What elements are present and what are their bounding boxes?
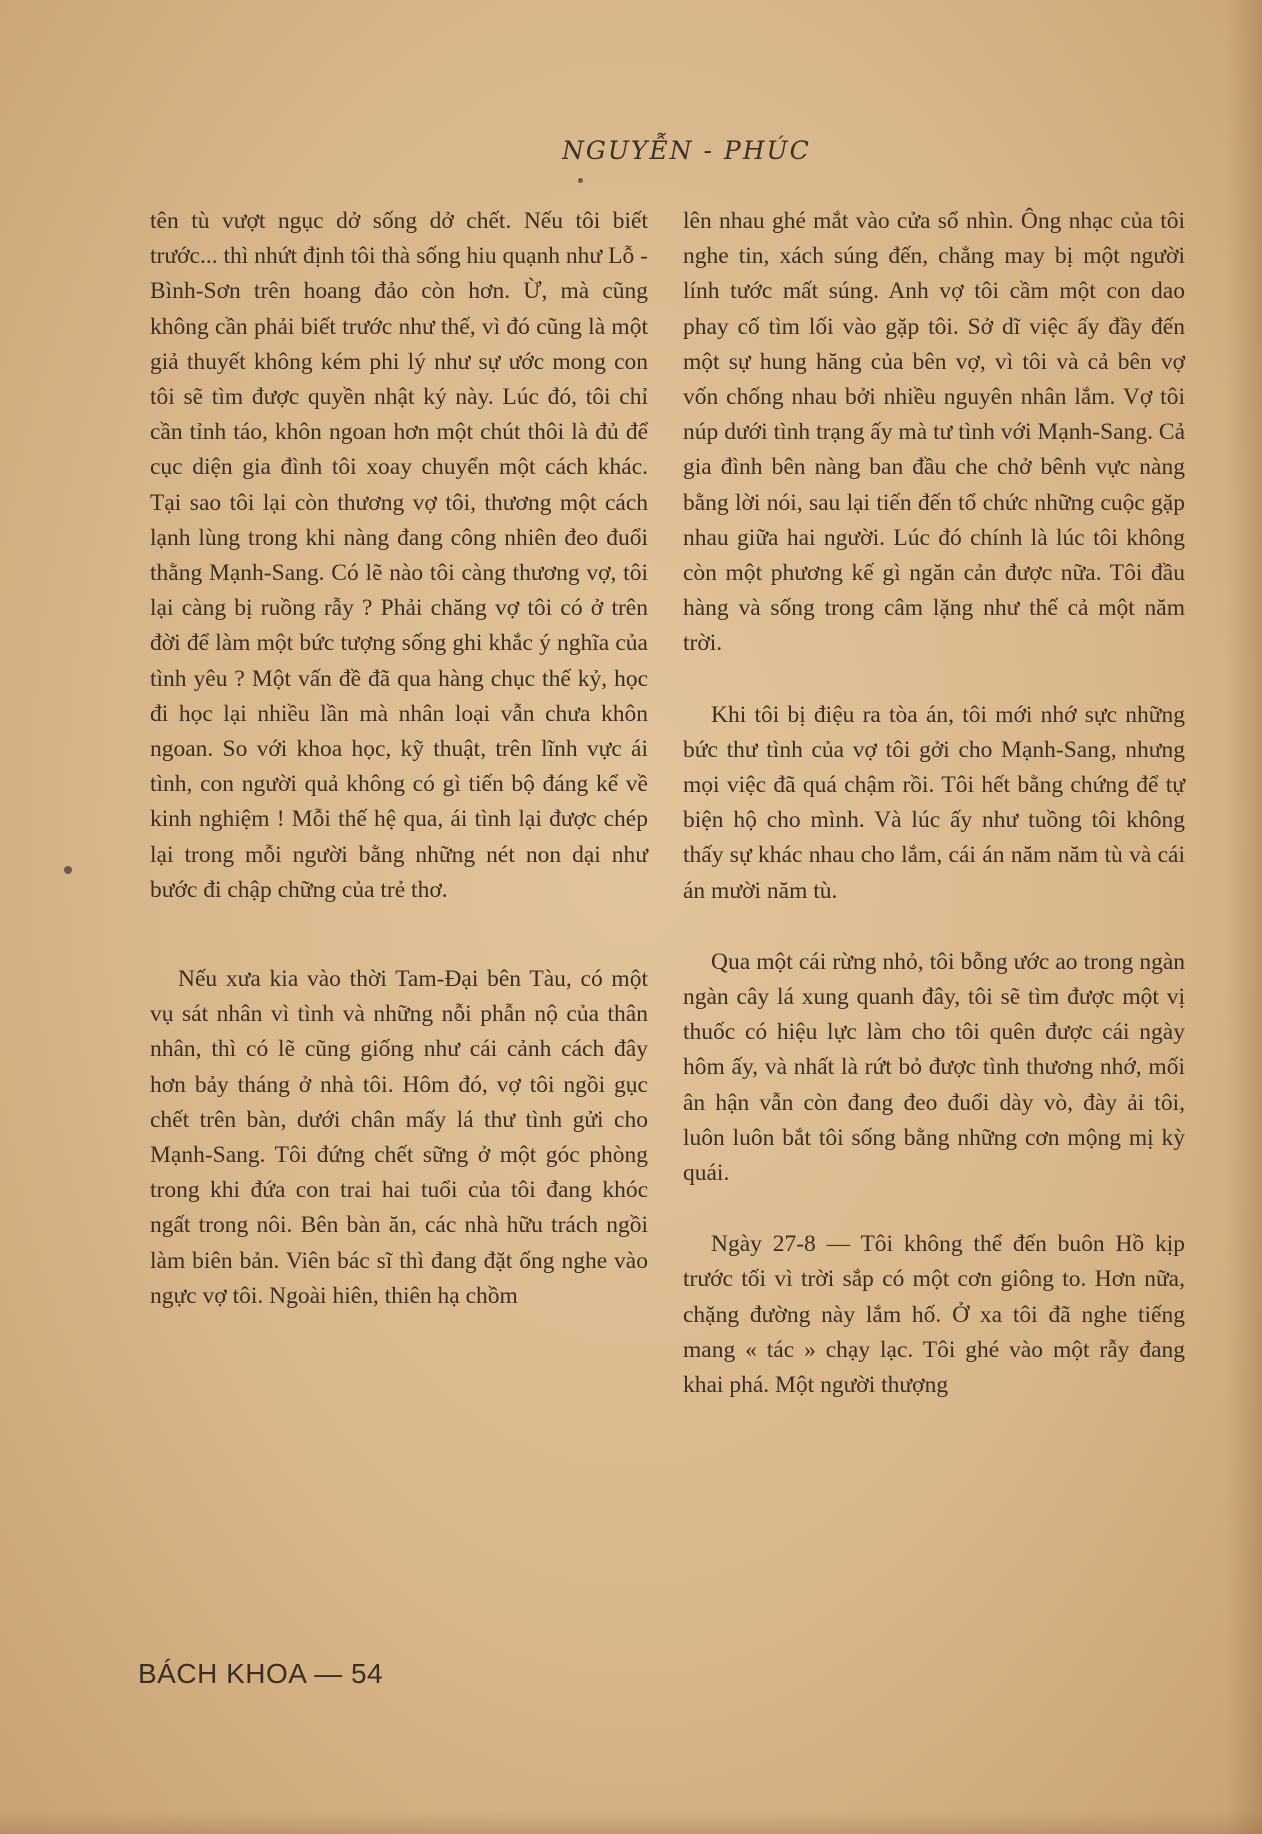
- right-paragraph-1: lên nhau ghé mắt vào cửa sổ nhìn. Ông nhạc của tôi nghe tin, xách súng đến, chẳng may bị một người lính tước mất súng. Anh vợ tôi cầm một con dao phay cố tìm lối vào gặp tôi. Sở dĩ việc ấy đầy đến một sự hung hăng của bên vợ, vì tôi và cả bên vợ vốn chống nhau bởi nhiều nguyên nhân lắm. Vợ tôi núp dưới tình trạng ấy mà tư tình với Mạnh-Sang. Cả gia đình bên nàng ban đầu che chở bênh vực nàng bằng lời nói, sau lại tiến đến tổ chức những cuộc gặp nhau giữa hai người. Lúc đó chính là lúc tôi không còn một phương kế gì ngăn cản được nữa. Tôi đầu hàng và sống trong câm lặng như thế cả một năm trời.: [683, 208, 1185, 657]
- left-paragraph-2: Nếu xưa kia vào thời Tam-Đại bên Tàu, có một vụ sát nhân vì tình và những nỗi phẫn nộ của thân nhân, thì có lẽ cũng giống như cái cảnh cách đây hơn bảy tháng ở nhà tôi. Hôm đó, vợ tôi ngồi gục chết trên bàn, dưới chân mấy lá thư tình gửi cho Mạnh-Sang. Tôi đứng chết sững ở một góc phòng trong khi đứa con trai hai tuổi của tôi đang khóc ngất trong nôi. Bên bàn ăn, các nhà hữu trách ngồi làm biên bản. Viên bác sĩ thì đang đặt ống nghe vào ngực vợ tôi. Ngoài hiên, thiên hạ chồm: [150, 966, 648, 1309]
- header-dot-ornament: [578, 178, 583, 183]
- right-column: [683, 204, 1185, 1403]
- page-edge-shadow-right: [1226, 0, 1262, 1834]
- left-column: [150, 204, 648, 1314]
- running-head: NGUYỄN - PHÚC: [562, 136, 811, 165]
- right-paragraph-2: Khi tôi bị điệu ra tòa án, tôi mới nhớ sực những bức thư tình của vợ tôi gởi cho Mạnh-Sang, nhưng mọi việc đã quá chậm rồi. Tôi hết bằng chứng để tự biện hộ cho mình. Và lúc ấy như tuồng tôi không thấy sự khác nhau cho lắm, cái án năm năm tù và cái án mười năm tù.: [683, 701, 1185, 904]
- page-footer-folio: BÁCH KHOA — 54: [138, 1658, 384, 1689]
- right-paragraph-3: Qua một cái rừng nhỏ, tôi bỗng ước ao trong ngàn ngàn cây lá xung quanh đây, tôi sẽ tìm được một vị thuốc có hiệu lực làm cho tôi quên được cái ngày hôm ấy, và nhất là rứt bỏ được tình thương nhớ, mối ân hận vẫn còn đang đeo đuổi dày vò, đày ải tôi, luôn luôn bắt tôi sống bằng những cơn mộng mị kỳ quái.: [683, 948, 1185, 1187]
- right-paragraph-4: Ngày 27-8 — Tôi không thể đến buôn Hồ kịp trước tối vì trời sắp có một cơn giông to. Hơn nữa, chặng đường này lắm hố. Ở xa tôi đã nghe tiếng mang « tác » chạy lạc. Tôi ghé vào một rẫy đang khai phá. Một người thượng: [683, 1231, 1185, 1399]
- margin-ink-spot: [64, 866, 72, 874]
- left-paragraph-1: tên tù vượt ngục dở sống dở chết. Nếu tôi biết trước... thì nhứt định tôi thà sống hiu quạnh như Lỗ - Bình-Sơn trên hoang đảo còn hơn. Ừ, mà cũng không cần phải biết trước như thế, vì đó cũng là một giả thuyết không kém phi lý như sự ước mong con tôi sẽ tìm được quyền nhật ký này. Lúc đó, tôi chỉ cần tỉnh táo, khôn ngoan hơn một chút thôi là đủ để cục diện gia đình tôi xoay chuyển một cách khác. Tại sao tôi lại còn thương vợ tôi, thương một cách lạnh lùng trong khi nàng đang công nhiên đeo đuổi thằng Mạnh-Sang. Có lẽ nào tôi càng thương vợ, tôi lại càng bị ruồng rẫy ? Phải chăng vợ tôi có ở trên đời để làm một bức tượng sống ghi khắc ý nghĩa của tình yêu ? Một vấn đề đã qua hàng chục thế kỷ, học đi học lại nhiều lần mà nhân loại vẫn chưa khôn ngoan. So với khoa học, kỹ thuật, trên lĩnh vực ái tình, con người quả không có gì tiến bộ đáng kể về kinh nghiệm ! Mỗi thế hệ qua, ái tình lại được chép lại trong mỗi người bằng những nét non dại như bước đi chập chững của trẻ thơ.: [150, 208, 648, 903]
- page-edge-shadow-bottom: [0, 1810, 1262, 1834]
